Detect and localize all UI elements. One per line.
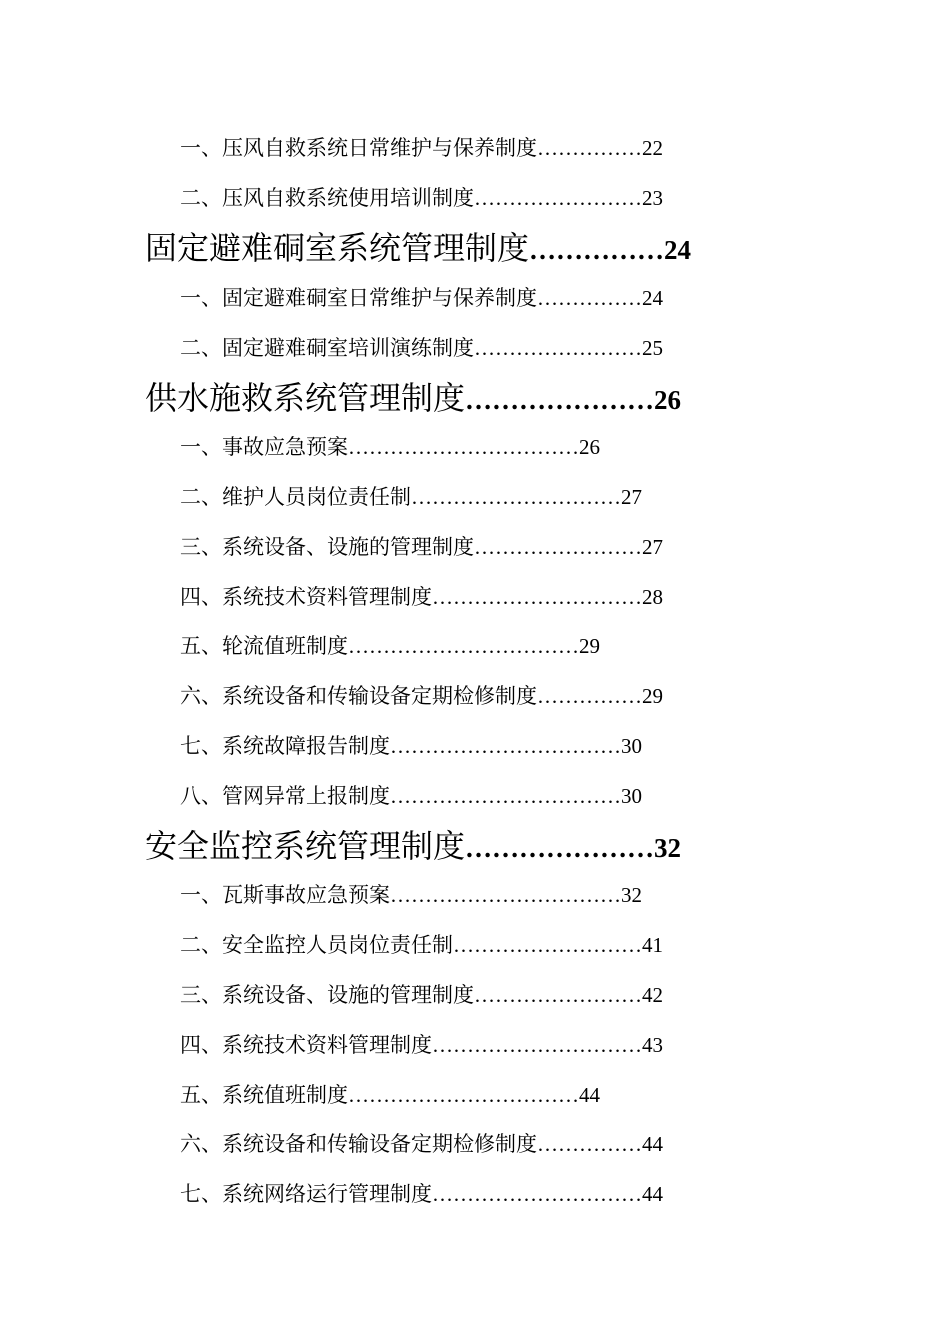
toc-page-number: 30 [621, 734, 642, 758]
toc-page-number: 24 [642, 286, 663, 310]
toc-page-number: 29 [579, 634, 600, 658]
toc-entry [180, 736, 642, 757]
toc-leader-dots: …………………… [474, 535, 642, 559]
toc-entry-title: 一、压风自救系统日常维护与保养制度 [180, 136, 537, 160]
toc-entry [180, 1184, 663, 1205]
toc-entry [180, 985, 663, 1006]
toc-page-number: 22 [642, 136, 663, 160]
toc-entry-title: 二、维护人员岗位责任制 [180, 485, 411, 509]
toc-leader-dots: …………………………… [348, 435, 579, 459]
toc-entry-title: 三、系统设备、设施的管理制度 [180, 535, 474, 559]
toc-entry-title: 七、系统故障报告制度 [180, 734, 390, 758]
toc-page-number: 27 [642, 535, 663, 559]
toc-page-number: 26 [654, 385, 682, 415]
toc-entry [180, 1035, 663, 1056]
toc-leader-dots: …………… [537, 684, 642, 708]
toc-entry-title: 七、系统网络运行管理制度 [180, 1182, 432, 1206]
toc-entry [180, 885, 642, 906]
toc-entry-title: 五、轮流值班制度 [180, 634, 348, 658]
toc-section-title: 固定避难硐室系统管理制度 [145, 229, 530, 267]
toc-page-number: 43 [642, 1033, 663, 1057]
toc-entry-title: 六、系统设备和传输设备定期检修制度 [180, 1132, 537, 1156]
toc-entry-title: 八、管网异常上报制度 [180, 784, 390, 808]
toc-leader-dots: ………………………… [432, 1182, 642, 1206]
toc-entry [180, 437, 600, 458]
toc-entry-title: 二、压风自救系统使用培训制度 [180, 186, 474, 210]
toc-entry-title: 四、系统技术资料管理制度 [180, 1033, 432, 1057]
toc-leader-dots: …………………………… [348, 1083, 579, 1107]
toc-page-number: 44 [642, 1132, 663, 1156]
toc-entry-title: 二、安全监控人员岗位责任制 [180, 933, 453, 957]
toc-leader-dots: ………………………… [432, 1033, 642, 1057]
toc-entry [180, 138, 663, 159]
toc-entry-title: 六、系统设备和传输设备定期检修制度 [180, 684, 537, 708]
toc-leader-dots: …………………… [474, 336, 642, 360]
toc-leader-dots: …………………… [474, 186, 642, 210]
toc-page-number: 29 [642, 684, 663, 708]
toc-leader-dots: …………………………… [390, 734, 621, 758]
toc-entry [180, 935, 663, 956]
toc-leader-dots: ………………………… [411, 485, 621, 509]
toc-leader-dots: ………………………… [432, 585, 642, 609]
toc-leader-dots: …………… [529, 235, 665, 265]
toc-page-number: 25 [642, 336, 663, 360]
toc-entry [180, 636, 600, 657]
toc-section-heading [145, 229, 692, 267]
toc-entry-title: 四、系统技术资料管理制度 [180, 585, 432, 609]
toc-page-number: 30 [621, 784, 642, 808]
toc-entry [180, 786, 642, 807]
toc-leader-dots: …………… [537, 136, 642, 160]
toc-page-number: 26 [579, 435, 600, 459]
toc-page-number: 32 [654, 833, 682, 863]
toc-leader-dots: …………… [537, 1132, 642, 1156]
toc-entry [180, 686, 663, 707]
toc-entry-title: 五、系统值班制度 [180, 1083, 348, 1107]
toc-page-number: 23 [642, 186, 663, 210]
toc-page-number: 44 [642, 1182, 663, 1206]
toc-section-title: 安全监控系统管理制度 [145, 827, 466, 865]
toc-page-number: 44 [579, 1083, 600, 1107]
toc-entry [180, 1085, 600, 1106]
toc-entry-title: 二、固定避难硐室培训演练制度 [180, 336, 474, 360]
toc-page-number: 42 [642, 983, 663, 1007]
toc-leader-dots: …………………………… [390, 883, 621, 907]
toc-page-number: 32 [621, 883, 642, 907]
toc-section-heading [145, 379, 682, 417]
toc-page-number: 28 [642, 585, 663, 609]
toc-leader-dots: ……………………… [453, 933, 642, 957]
toc-entry-title: 一、固定避难硐室日常维护与保养制度 [180, 286, 537, 310]
toc-entry [180, 288, 663, 309]
toc-entry [180, 1134, 663, 1155]
toc-entry [180, 587, 663, 608]
toc-entry-title: 三、系统设备、设施的管理制度 [180, 983, 474, 1007]
toc-entry [180, 188, 663, 209]
toc-entry-title: 一、事故应急预案 [180, 435, 348, 459]
toc-page-number: 24 [664, 235, 692, 265]
toc-page-number: 27 [621, 485, 642, 509]
toc-page-number: 41 [642, 933, 663, 957]
toc-entry [180, 487, 642, 508]
toc-entry-title: 一、瓦斯事故应急预案 [180, 883, 390, 907]
toc-leader-dots: …………………………… [348, 634, 579, 658]
toc-section-heading [145, 827, 682, 865]
toc-leader-dots: ………………… [465, 385, 655, 415]
toc-entry [180, 537, 663, 558]
toc-leader-dots: …………………… [474, 983, 642, 1007]
toc-entry [180, 338, 663, 359]
toc-section-title: 供水施救系统管理制度 [145, 379, 466, 417]
toc-leader-dots: …………… [537, 286, 642, 310]
toc-leader-dots: ………………… [465, 833, 655, 863]
toc-leader-dots: …………………………… [390, 784, 621, 808]
